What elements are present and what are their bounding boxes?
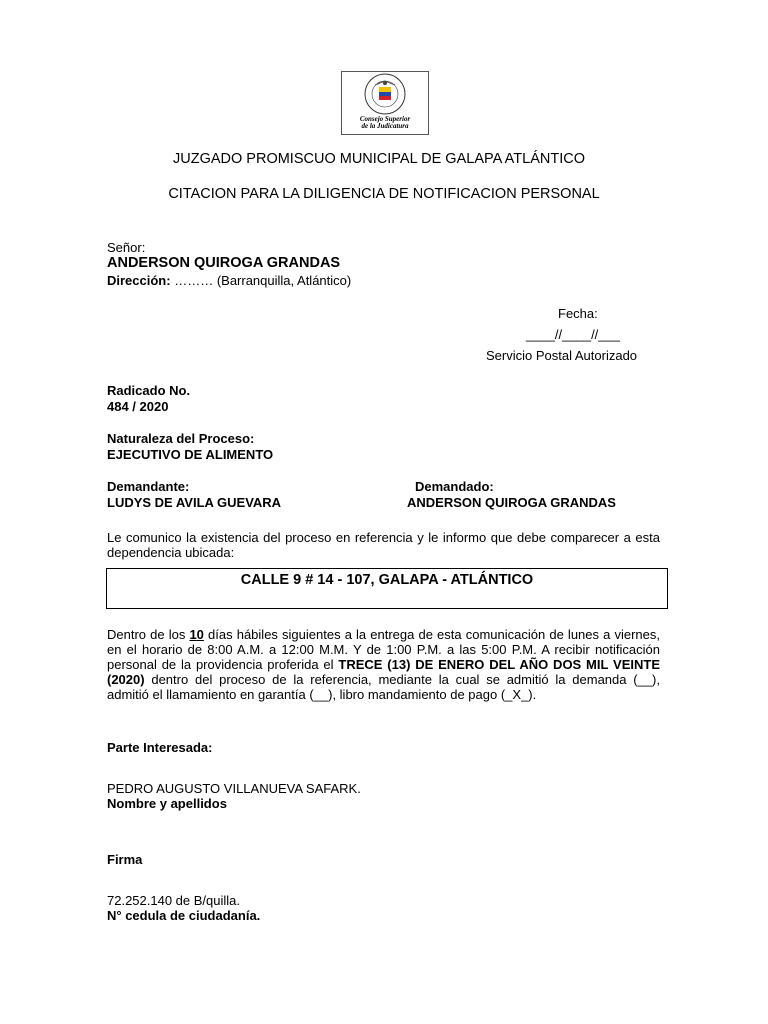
court-address: CALLE 9 # 14 - 107, GALAPA - ATLÁNTICO <box>240 572 534 588</box>
summons-text-c: dentro del proceso de la referencia, mediante la cual se admitió la demanda (__), admitió el llamamiento en garantía (__), libro mandamiento de pago (_X_). <box>107 672 660 702</box>
radicado-value: 484 / 2020 <box>107 399 169 414</box>
postal-service: Servicio Postal Autorizado <box>486 348 638 363</box>
plaintiff-label: Demandante: <box>107 479 190 494</box>
radicado-label: Radicado No. <box>107 383 191 398</box>
court-address-box <box>106 568 668 609</box>
date-blank: ____//____//___ <box>526 327 620 342</box>
address-label: Dirección: <box>107 273 171 288</box>
summons-days: 10 <box>189 627 204 642</box>
document-subject: CITACION PARA LA DILIGENCIA DE NOTIFICACION PERSONAL <box>168 186 600 202</box>
recipient-name: ANDERSON QUIROGA GRANDAS <box>107 255 341 271</box>
summons-text-a: Dentro de los <box>107 627 190 642</box>
court-title: JUZGADO PROMISCUO MUNICIPAL DE GALAPA ATLÁNTICO <box>173 151 585 167</box>
judiciary-seal <box>341 71 429 135</box>
date-label: Fecha: <box>558 306 598 321</box>
defendant-label: Demandado: <box>415 479 494 494</box>
id-label: N° cedula de ciudadanía. <box>107 908 261 923</box>
interested-party-name: PEDRO AUGUSTO VILLANUEVA SAFARK. <box>107 781 361 796</box>
interested-party-label: Parte Interesada: <box>107 740 213 755</box>
defendant-value: ANDERSON QUIROGA GRANDAS <box>407 495 616 510</box>
plaintiff-value: LUDYS DE AVILA GUEVARA <box>107 495 282 510</box>
signature-label: Firma <box>107 852 143 867</box>
summons-paragraph <box>107 627 660 702</box>
intro-paragraph: Le comunico la existencia del proceso en referencia y le informo que debe comparecer a esta dependencia ubicada: <box>107 530 660 560</box>
name-label: Nombre y apellidos <box>107 796 227 811</box>
nature-value: EJECUTIVO DE ALIMENTO <box>107 447 274 462</box>
salutation: Señor: <box>107 240 146 255</box>
recipient-address <box>107 273 351 288</box>
address-value: ……… (Barranquilla, Atlántico) <box>174 273 352 288</box>
seal-caption-line2: de la Judicatura <box>361 122 409 130</box>
nature-label: Naturaleza del Proceso: <box>107 431 255 446</box>
summons-text-b: días hábiles siguientes a la entrega de esta comunicación de lunes a viernes, en el horario de 8:00 A.M. a 12:00 M.M. Y de 1:00 P.M. a las 5:00 P.M. A recibir notificación personal de la providencia proferida el <box>107 627 660 672</box>
id-number: 72.252.140 de B/quilla. <box>107 893 240 908</box>
summons-date: TRECE (13) DE ENERO DEL AÑO DOS MIL VEINTE (2020) <box>107 657 660 687</box>
seal-caption-line1: Consejo Superior <box>359 115 411 123</box>
